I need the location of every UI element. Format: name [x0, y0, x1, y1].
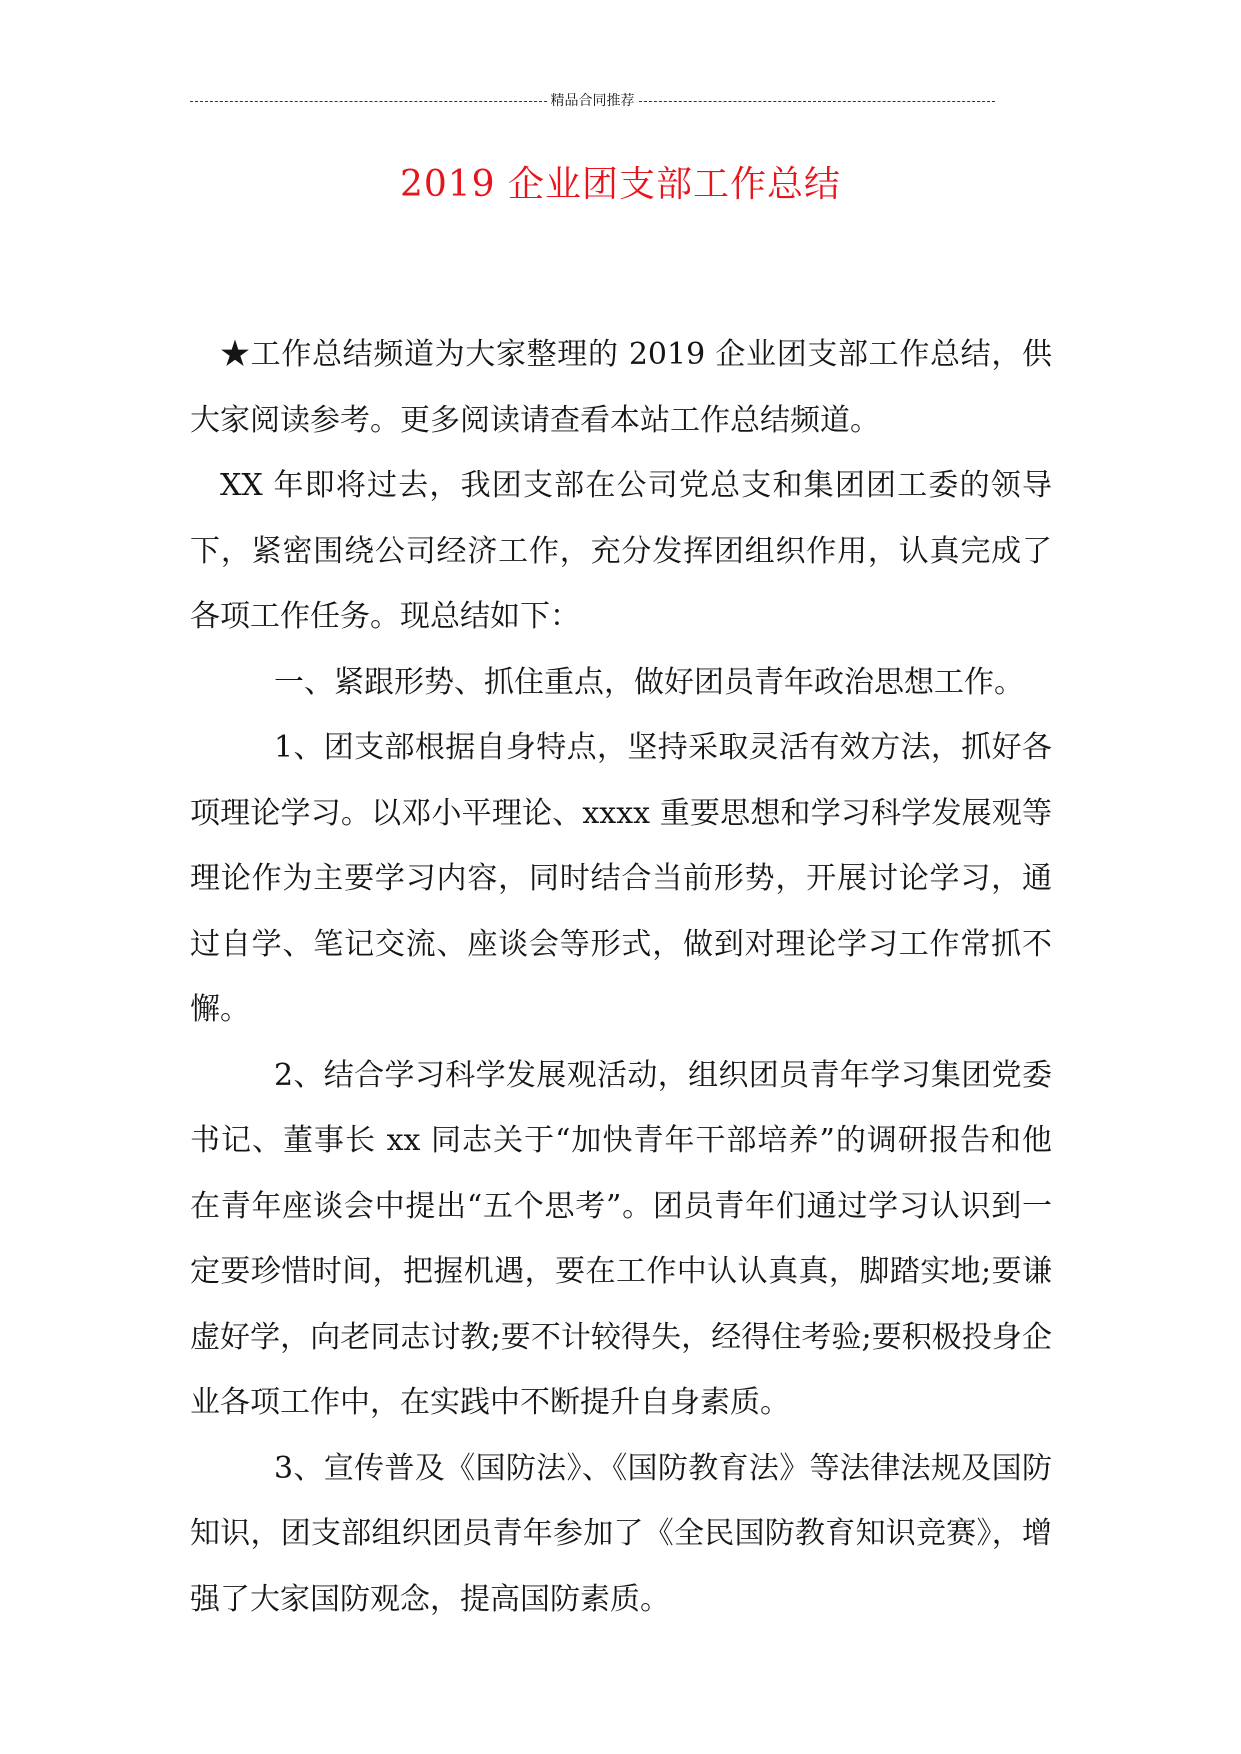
header-dashes-left: [190, 101, 547, 102]
paragraph-item-2: 2、结合学习科学发展观活动，组织团员青年学习集团党委书记、董事长 xx 同志关于“加快青年干部培养”的调研报告和他在青年座谈会中提出“五个思考”。团员青年们通过学习认识到一定要珍惜时间，把握机遇，要在工作中认认真真，脚踏实地;要谦虚好学，向老同志讨教;要不计较得失，经得住考验;要积极投身企业各项工作中，在实践中不断提升自身素质。: [190, 1057, 1052, 1420]
header-dashes-right: [639, 101, 996, 102]
document-title: 2019 企业团支部工作总结: [399, 164, 842, 205]
paragraph-section-heading: 一、紧跟形势、抓住重点，做好团员青年政治思想工作。: [274, 664, 1024, 700]
page-header: [190, 88, 995, 112]
paragraph-opening: XX 年即将过去，我团支部在公司党总支和集团团工委的领导下，紧密围绕公司经济工作，充分发挥团组织作用，认真完成了各项工作任务。现总结如下：: [190, 468, 1052, 634]
paragraph-item-1: 1、团支部根据自身特点，坚持采取灵活有效方法，抓好各项理论学习。以邓小平理论、xxxx 重要思想和学习科学发展观等理论作为主要学习内容，同时结合当前形势，开展讨论学习，通过自学、笔记交流、座谈会等形式，做到对理论学习工作常抓不懈。: [190, 730, 1052, 1027]
paragraph-intro: ★工作总结频道为大家整理的 2019 企业团支部工作总结，供大家阅读参考。更多阅读请查看本站工作总结频道。: [190, 337, 1052, 438]
paragraph-item-3: 3、宣传普及《国防法》、《国防教育法》等法律法规及国防知识，团支部组织团员青年参加了《全民国防教育知识竞赛》，增强了大家国防观念，提高国防素质。: [190, 1450, 1052, 1617]
header-label: 精品合同推荐: [550, 93, 635, 109]
document-body: [190, 322, 1052, 1632]
